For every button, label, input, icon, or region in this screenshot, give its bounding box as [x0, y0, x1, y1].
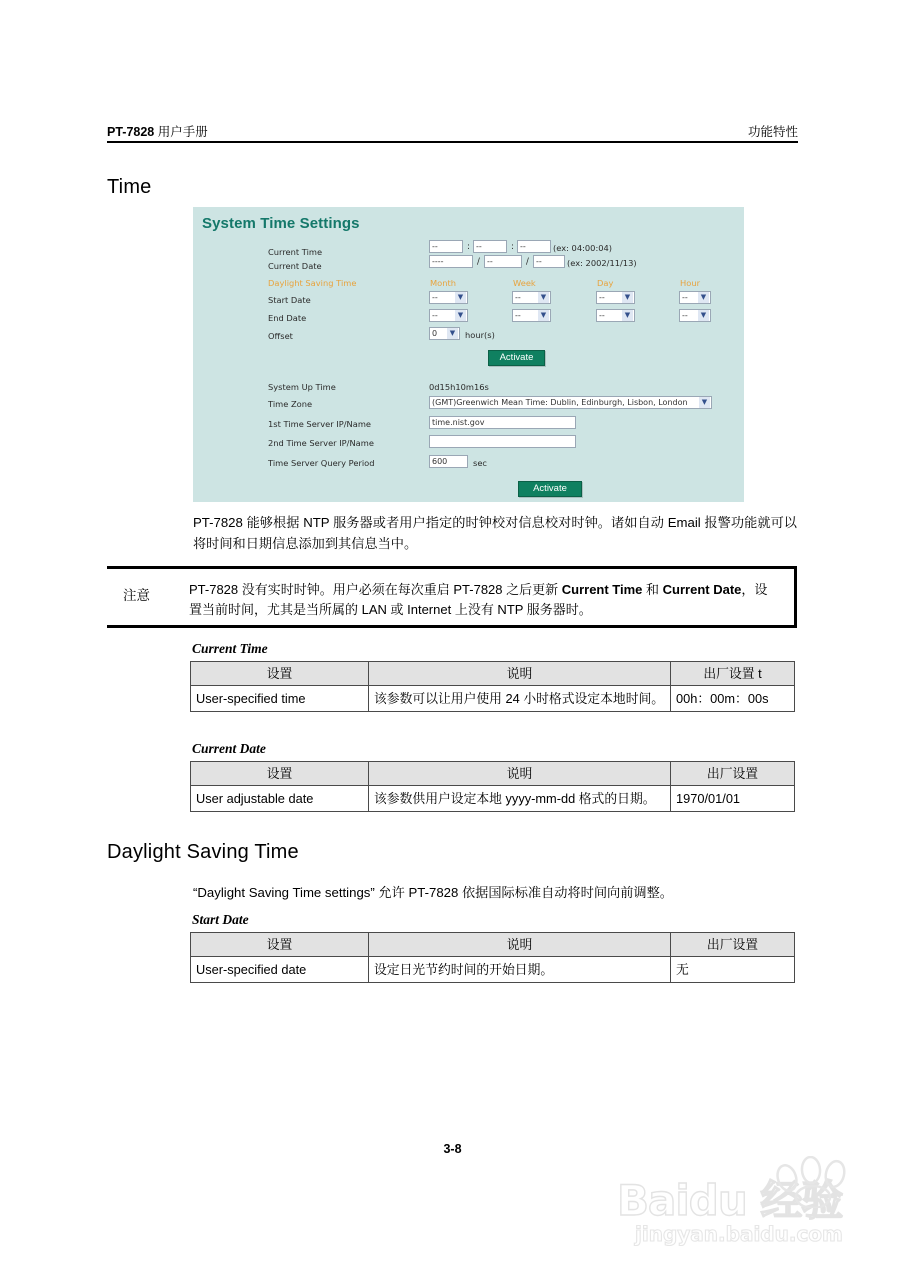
table-header-description: 说明 — [369, 933, 671, 957]
table-header-factory-default: 出厂设置 — [671, 933, 795, 957]
start-date-month-select[interactable] — [429, 291, 468, 304]
current-time-minute-input[interactable]: -- — [473, 240, 507, 253]
activate-button-bottom[interactable]: Activate — [518, 481, 582, 497]
end-date-day-value: -- — [599, 311, 605, 320]
header-right: 功能特性 — [747, 125, 798, 139]
chevron-down-icon: ▼ — [622, 310, 633, 321]
current-date-year-input[interactable]: ---- — [429, 255, 473, 268]
current-date-day-input[interactable]: -- — [533, 255, 565, 268]
table-start-date — [190, 932, 795, 983]
cell-setting: User-specified date — [191, 957, 369, 983]
end-date-month-select[interactable] — [429, 309, 468, 322]
label-time-zone: Time Zone — [268, 399, 313, 409]
column-header-week: Week — [513, 278, 536, 288]
cell-setting: User adjustable date — [191, 786, 369, 812]
table-header-row — [191, 762, 795, 786]
time-zone-value: (GMT)Greenwich Mean Time: Dublin, Edinburgh, Lisbon, London — [432, 398, 688, 407]
table-current-time — [190, 661, 795, 712]
watermark-brand: Baidu 经验 — [617, 1176, 843, 1225]
note-bold-current-date: Current Date — [662, 582, 742, 597]
current-time-hour-input[interactable]: -- — [429, 240, 463, 253]
note-box — [107, 566, 797, 628]
table-row — [191, 786, 795, 812]
paragraph-dst-description: “Daylight Saving Time settings” 允许 PT-7828 依据国际标准自动将时间向前调整。 — [193, 885, 673, 900]
header-manual-label: 用户手册 — [157, 125, 208, 139]
table-header-factory-default: 出厂设置 — [671, 762, 795, 786]
time-zone-select[interactable] — [429, 396, 712, 409]
watermark-url: jingyan.baidu.com — [635, 1222, 843, 1246]
header-model: PT-7828 — [107, 125, 155, 139]
table-header-row — [191, 662, 795, 686]
label-daylight-saving-time: Daylight Saving Time — [268, 278, 357, 288]
baidu-watermark — [617, 1160, 887, 1252]
time-separator-2: : — [511, 242, 514, 252]
end-date-month-value: -- — [432, 311, 438, 320]
offset-select[interactable] — [429, 327, 460, 340]
cell-factory-default: 无 — [671, 957, 795, 983]
table-current-date — [190, 761, 795, 812]
table-header-setting: 设置 — [191, 762, 369, 786]
end-date-day-select[interactable] — [596, 309, 635, 322]
note-bold-current-time: Current Time — [561, 582, 643, 597]
section-heading-daylight-saving-time: Daylight Saving Time — [107, 841, 299, 863]
label-offset: Offset — [268, 331, 293, 341]
table-header-setting: 设置 — [191, 662, 369, 686]
end-date-hour-select[interactable] — [679, 309, 711, 322]
chevron-down-icon: ▼ — [699, 397, 710, 408]
query-period-unit-label: sec — [473, 458, 487, 468]
table-header-factory-default: 出厂设置 t — [671, 662, 795, 686]
table-header-description: 说明 — [369, 762, 671, 786]
column-header-hour: Hour — [680, 278, 700, 288]
activate-button-top[interactable]: Activate — [488, 350, 545, 366]
date-separator-1: / — [477, 257, 480, 267]
label-current-time: Current Time — [268, 247, 323, 257]
header-rule — [107, 141, 798, 143]
note-text — [189, 580, 774, 620]
current-date-month-input[interactable]: -- — [484, 255, 522, 268]
note-text-part-3: ，设置当前时间，尤其是当所属的 LAN 或 Internet 上没有 NTP 服务器时。 — [189, 582, 768, 617]
current-date-example: (ex: 2002/11/13) — [567, 258, 637, 268]
cell-description: 该参数供用户设定本地 yyyy-mm-dd 格式的日期。 — [369, 786, 671, 812]
table-row — [191, 957, 795, 983]
start-date-week-select[interactable] — [512, 291, 551, 304]
query-period-input[interactable]: 600 — [429, 455, 468, 468]
offset-unit-label: hour(s) — [465, 330, 495, 340]
running-header — [107, 122, 798, 140]
table-caption-current-time: Current Time — [192, 641, 268, 656]
page-number: 3-8 — [443, 1142, 462, 1156]
start-date-day-select[interactable] — [596, 291, 635, 304]
chevron-down-icon: ▼ — [622, 292, 633, 303]
second-time-server-input[interactable] — [429, 435, 576, 448]
start-date-hour-select[interactable] — [679, 291, 711, 304]
cell-description: 该参数可以让用户使用 24 小时格式设定本地时间。 — [369, 686, 671, 712]
chevron-down-icon: ▼ — [447, 328, 458, 339]
offset-value: 0 — [432, 329, 438, 338]
current-time-example: (ex: 04:00:04) — [553, 243, 613, 253]
cell-factory-default: 1970/01/01 — [671, 786, 795, 812]
table-header-description: 说明 — [369, 662, 671, 686]
label-end-date: End Date — [268, 313, 307, 323]
system-up-time-value: 0d15h10m16s — [429, 382, 489, 392]
start-date-hour-value: -- — [682, 293, 688, 302]
column-header-month: Month — [430, 278, 457, 288]
chevron-down-icon: ▼ — [538, 292, 549, 303]
cell-description: 设定日光节约时间的开始日期。 — [369, 957, 671, 983]
chevron-down-icon: ▼ — [698, 292, 709, 303]
paw-print-icon — [769, 1156, 861, 1208]
table-header-row — [191, 933, 795, 957]
chevron-down-icon: ▼ — [538, 310, 549, 321]
label-first-time-server: 1st Time Server IP/Name — [268, 419, 372, 429]
header-left — [107, 122, 208, 140]
first-time-server-input[interactable]: time.nist.gov — [429, 416, 576, 429]
label-second-time-server: 2nd Time Server IP/Name — [268, 438, 374, 448]
table-row — [191, 686, 795, 712]
label-query-period: Time Server Query Period — [268, 458, 375, 468]
table-header-setting: 设置 — [191, 933, 369, 957]
table-caption-current-date: Current Date — [192, 741, 266, 756]
table-caption-start-date: Start Date — [192, 912, 249, 927]
note-text-part-2: 和 — [642, 582, 663, 597]
start-date-week-value: -- — [515, 293, 521, 302]
chevron-down-icon: ▼ — [455, 292, 466, 303]
label-system-up-time: System Up Time — [268, 382, 336, 392]
panel-title: System Time Settings — [202, 215, 360, 232]
label-start-date: Start Date — [268, 295, 311, 305]
start-date-day-value: -- — [599, 293, 605, 302]
system-time-settings-screenshot — [193, 207, 744, 502]
end-date-week-select[interactable] — [512, 309, 551, 322]
current-time-second-input[interactable]: -- — [517, 240, 551, 253]
start-date-month-value: -- — [432, 293, 438, 302]
cell-setting: User-specified time — [191, 686, 369, 712]
paragraph-time-description: PT-7828 能够根据 NTP 服务器或者用户指定的时钟校对信息校对时钟。诸如自动 Email 报警功能就可以将时间和日期信息添加到其信息当中。 — [193, 515, 797, 551]
end-date-hour-value: -- — [682, 311, 688, 320]
label-current-date: Current Date — [268, 261, 322, 271]
chevron-down-icon: ▼ — [698, 310, 709, 321]
time-separator-1: : — [467, 242, 470, 252]
note-text-part-1: PT-7828 没有实时时钟。用户必须在每次重启 PT-7828 之后更新 — [189, 582, 562, 597]
date-separator-2: / — [526, 257, 529, 267]
chevron-down-icon: ▼ — [455, 310, 466, 321]
column-header-day: Day — [597, 278, 614, 288]
cell-factory-default: 00h：00m：00s — [671, 686, 795, 712]
section-heading-time: Time — [107, 176, 152, 198]
note-label: 注意 — [123, 588, 150, 603]
end-date-week-value: -- — [515, 311, 521, 320]
